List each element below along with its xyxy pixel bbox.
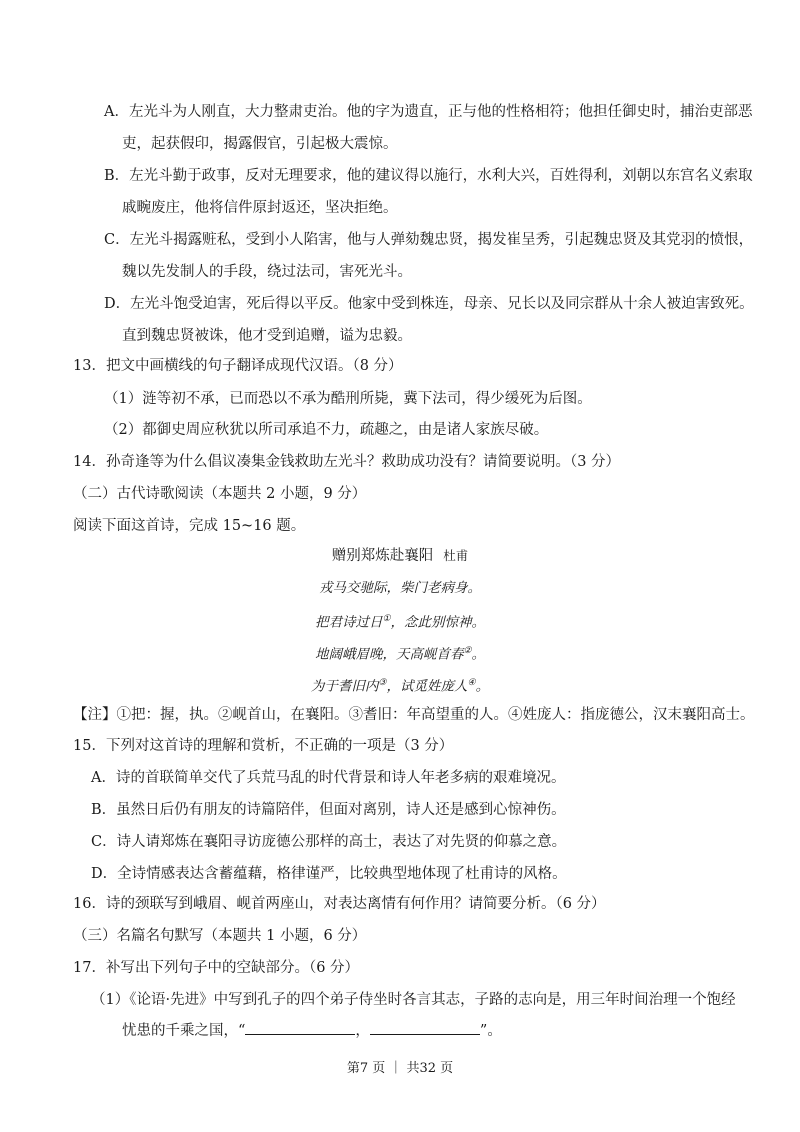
- section-3-heading: （三）名篇名句默写（本题共 1 小题，6 分）: [73, 928, 367, 944]
- poem-line-4-part-a: 为于耆旧内: [310, 678, 379, 695]
- footnote-mark-4: ④: [467, 678, 476, 688]
- q15-stem: 15．下列对这首诗的理解和赏析，不正确的一项是（3 分）: [73, 738, 454, 754]
- section-2-intro: 阅读下面这首诗，完成 15~16 题。: [73, 518, 306, 534]
- q15-option-d: D．全诗情感表达含蓄蕴藉，格律谨严，比较典型地体现了杜甫诗的风格。: [91, 866, 567, 882]
- q12-option-a-line2: 吏，起获假印，揭露假官，引起极大震惊。: [122, 136, 398, 152]
- poem-line-4-part-c: 。: [475, 678, 490, 695]
- q12-option-d-line1: D．左光斗饱受迫害，死后得以平反。他家中受到株连，母亲、兄长以及同宗群从十余人被迫害致死。: [104, 296, 754, 312]
- q12-option-b-line1: B．左光斗勤于政事，反对无理要求，他的建议得以施行，水利大兴，百姓得利，刘朝以东宫名义索取: [104, 168, 753, 184]
- q17-blank-2: [370, 1020, 480, 1035]
- poem-title-line: [0, 546, 800, 566]
- poem-notes: 【注】①把：握，执。②岘首山，在襄阳。③耆旧：年高望重的人。④姓庞人：指庞德公，汉末襄阳高士。: [73, 707, 755, 723]
- poem-line-4-part-b: ，试觅姓庞人: [386, 678, 468, 695]
- poem-line-3-part-a: 地阔峨眉晚，天高岘首春: [314, 646, 464, 663]
- poem-line-3-part-b: 。: [471, 646, 486, 663]
- q17-stem: 17．补写出下列句子中的空缺部分。（6 分）: [73, 960, 360, 976]
- q17-item-1-end: ”。: [479, 1023, 502, 1039]
- poem-line-2-part-b: ，念此别惊神。: [390, 614, 486, 631]
- poem-title: 赠别郑炼赴襄阳: [331, 548, 434, 564]
- q13-sentence-1: （1）涟等初不承，已而恐以不承为酷刑所毙，冀下法司，得少缓死为后图。: [104, 391, 592, 407]
- q15-option-c: C．诗人请郑炼在襄阳寻访庞德公那样的高士，表达了对先贤的仰慕之意。: [91, 834, 567, 850]
- q12-option-a-line1: A．左光斗为人刚直，大力整肃吏治。他的字为遗直，正与他的性格相符；他担任御史时，捕治吏部恶: [104, 104, 753, 120]
- section-2-heading: （二）古代诗歌阅读（本题共 2 小题，9 分）: [73, 486, 367, 502]
- poem-line-2-part-a: 把君诗过日: [314, 614, 383, 631]
- q17-blank-separator: ，: [355, 1023, 370, 1039]
- page-footer: 第7 页 ｜ 共32 页: [346, 1061, 454, 1076]
- q17-item-1-line2: [122, 1020, 502, 1041]
- poem-line-3: [0, 641, 800, 665]
- q12-option-c-line2: 魏以先发制人的手段，绕过法司，害死光斗。: [122, 264, 412, 280]
- q12-option-b-line2: 戚畹废庄，他将信件原封返还，坚决拒绝。: [122, 200, 398, 216]
- footnote-mark-2: ②: [463, 646, 472, 656]
- q15-option-a: A．诗的首联简单交代了兵荒马乱的时代背景和诗人年老多病的艰难境况。: [91, 770, 566, 786]
- q13-stem: 13．把文中画横线的句子翻译成现代汉语。（8 分）: [73, 358, 403, 374]
- poem-line-4: [0, 673, 800, 697]
- footnote-mark-1: ①: [382, 614, 391, 624]
- q16-stem: 16．诗的颈联写到峨眉、岘首两座山，对表达离情有何作用？请简要分析。（6 分）: [73, 896, 606, 912]
- poem-line-1: 戎马交驰际，柴门老病身。: [319, 580, 481, 596]
- q12-option-d-line2: 直到魏忠贤被诛，他才受到追赠，谥为忠毅。: [122, 328, 412, 344]
- q17-blank-1: [245, 1020, 355, 1035]
- q13-sentence-2: （2）都御史周应秋犹以所司承追不力，疏趣之，由是诸人家族尽破。: [104, 422, 549, 438]
- q14-stem: 14．孙奇逢等为什么倡议凑集金钱救助左光斗？救助成功没有？请简要说明。（3 分）: [73, 454, 621, 470]
- q15-option-b: B．虽然日后仍有朋友的诗篇陪伴，但面对离别，诗人还是感到心惊神伤。: [91, 802, 566, 818]
- q17-item-1-line1: （1）《论语·先进》中写到孔子的四个弟子侍坐时各言其志，子路的志向是，用三年时间治理一个饱经: [91, 992, 736, 1008]
- q17-item-1-lead: 忧患的千乘之国，“: [122, 1023, 246, 1039]
- poem-line-2: [0, 609, 800, 633]
- q12-option-c-line1: C．左光斗揭露赃私，受到小人陷害，他与人弹劾魏忠贤，揭发崔呈秀，引起魏忠贤及其党羽的愤恨，: [104, 232, 754, 248]
- footnote-mark-3: ③: [378, 678, 387, 688]
- poem-author: 杜甫: [443, 548, 469, 563]
